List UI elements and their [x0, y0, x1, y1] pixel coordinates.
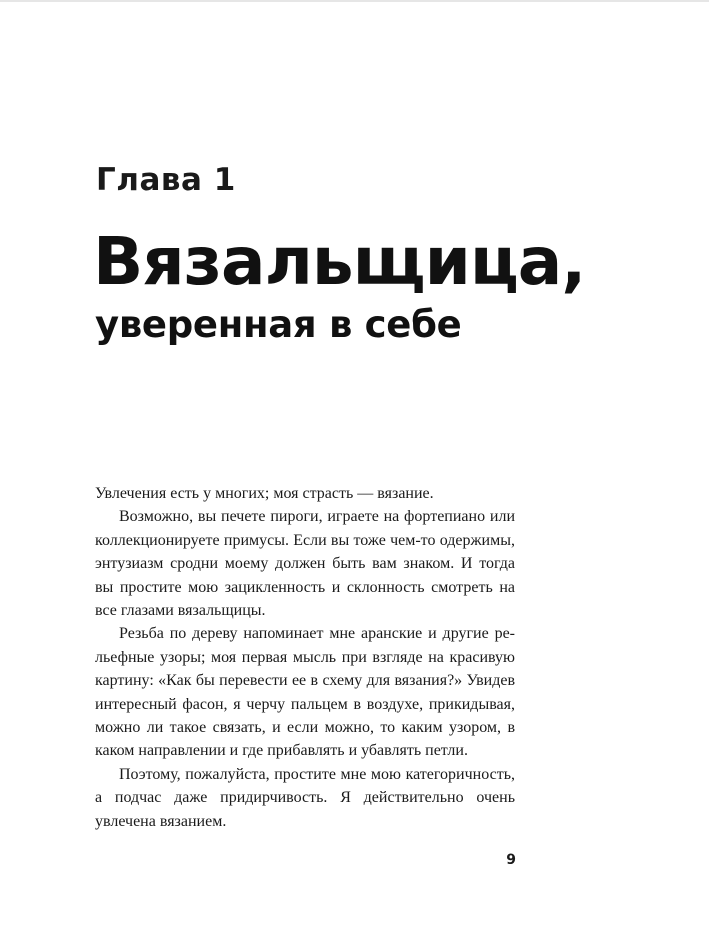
- page-top-edge: [0, 0, 709, 2]
- body-text: [95, 482, 515, 833]
- paragraph: Возможно, вы печете пироги, играете на фортепиано или коллекционируете примусы. Если вы тоже чем-то одержимы, энтузиазм сродни моему должен быть вам знаком. И тогда вы простите мою зацикленность и склонность смотреть на все глазами вязальщицы.: [95, 508, 515, 620]
- chapter-subtitle: уверенная в себе: [95, 303, 462, 346]
- paragraph: Резьба по дереву напоминает мне аранские и другие рельефные узоры; моя первая мысль при взгляде на красивую картину: «Как бы перевести ее в схему для вязания?» Увидев интересный фасон, я черчу пальцем в воздухе, прикидывая, можно ли такое связать, и если можно, то каким узором, в каком направлении и где прибавлять и убавлять петли.: [95, 625, 515, 760]
- chapter-title: Вязальщица,: [93, 223, 586, 300]
- paragraph: Поэтому, пожалуйста, простите мне мою категоричность, а подчас даже придирчивость. Я действительно очень увлечена вязанием.: [95, 765, 515, 830]
- page-number: 9: [506, 852, 516, 868]
- paragraph: Увлечения есть у многих; моя страсть — вязание.: [95, 485, 434, 502]
- chapter-label: Глава 1: [96, 162, 236, 198]
